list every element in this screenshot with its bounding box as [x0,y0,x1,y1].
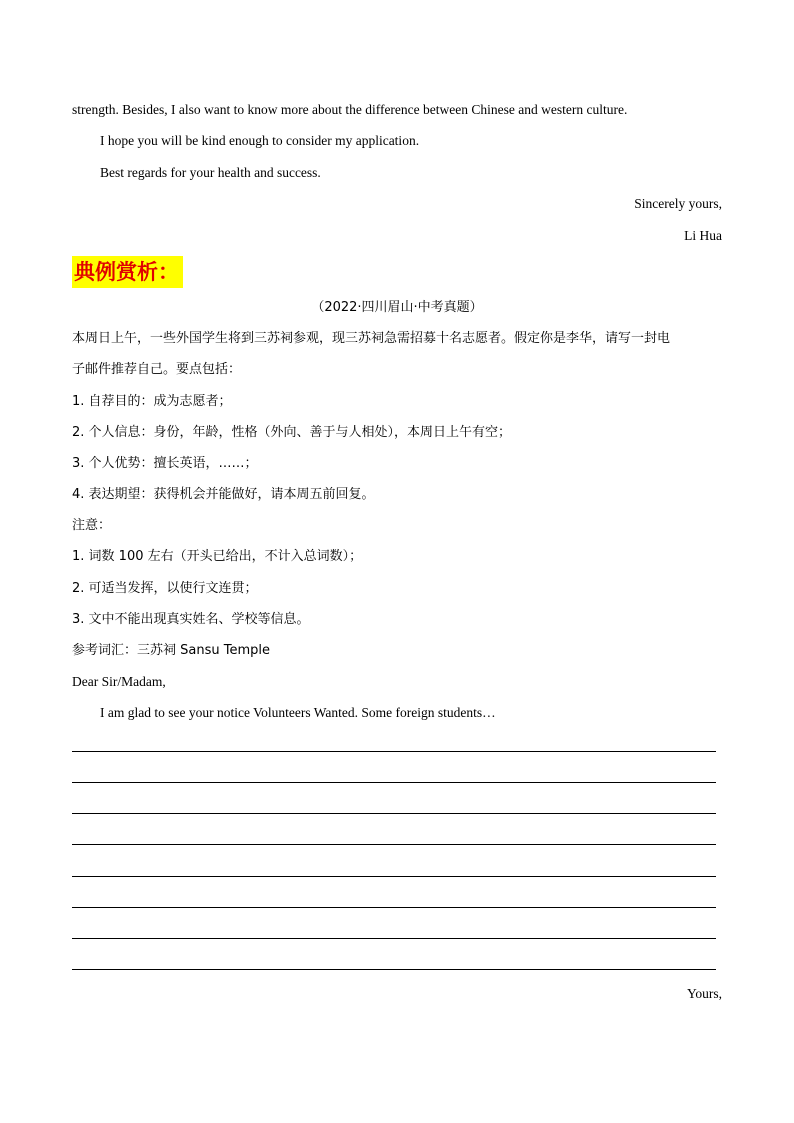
writing-line[interactable] [72,969,716,970]
letter-regards-line: Best regards for your health and success. [100,165,321,180]
letter-paragraph-tail: strength. Besides, I also want to know more about the difference between Chinese and western culture. [72,102,628,117]
task-intro-line-1: 本周日上午，一些外国学生将到三苏祠参观，现三苏祠急需招募十名志愿者。假定你是李华，请写一封电 [72,331,671,346]
task-note: 3. 文中不能出现真实姓名、学校等信息。 [72,612,310,627]
task-note: 1. 词数 100 左右（开头已给出，不计入总词数）； [72,549,363,564]
task-note: 2. 可适当发挥，以使行文连贯； [72,581,258,596]
letter-opening: I am glad to see your notice Volunteers Wanted. Some foreign students… [100,705,496,720]
task-point: 4. 表达期望：获得机会并能做好，请本周五前回复。 [72,487,375,502]
writing-line[interactable] [72,782,716,783]
salutation: Dear Sir/Madam, [72,674,166,689]
answer-closing: Yours, [686,986,722,1001]
writing-line[interactable] [72,844,716,845]
letter-signature: Li Hua [684,228,722,243]
letter-hope-line: I hope you will be kind enough to consider my application. [100,133,420,148]
writing-line[interactable] [72,907,716,908]
writing-line[interactable] [72,876,716,877]
vocab-reference: 参考词汇：三苏祠 Sansu Temple [72,643,270,658]
letter-closing: Sincerely yours, [634,196,722,211]
task-intro-line-2: 子邮件推荐自己。要点包括： [72,362,242,377]
writing-line[interactable] [72,813,716,814]
writing-line[interactable] [72,938,716,939]
task-point: 3. 个人优势：擅长英语，……； [72,456,258,471]
task-point: 2. 个人信息：身份，年龄，性格（外向、善于与人相处），本周日上午有空； [72,425,512,440]
task-point: 1. 自荐目的：成为志愿者； [72,394,232,409]
section-heading: 典例赏析： [72,256,183,288]
task-source: （2022·四川眉山·中考真题） [311,300,483,315]
writing-line[interactable] [72,751,716,752]
notes-label: 注意： [72,518,112,533]
